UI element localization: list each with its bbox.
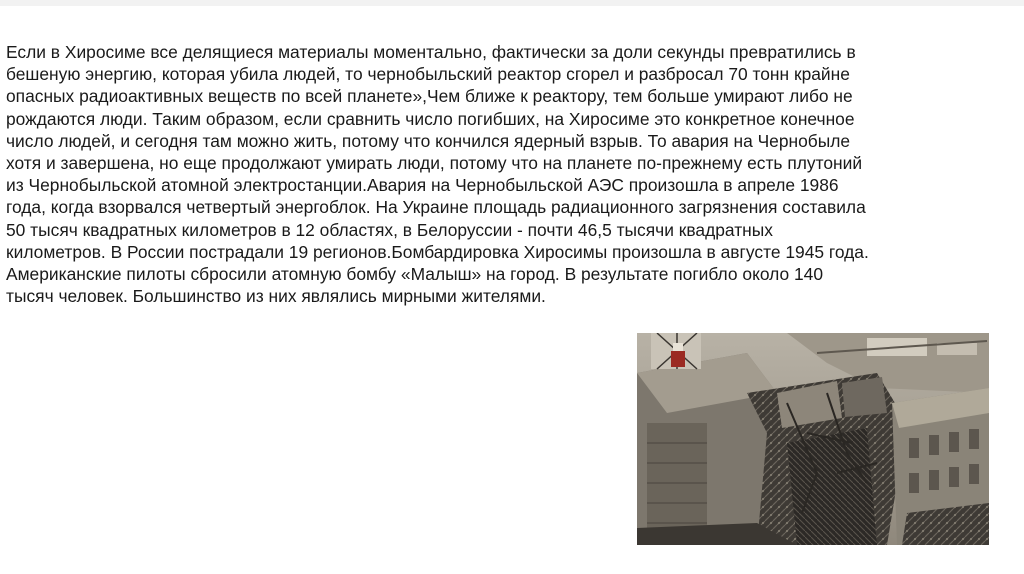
tower-icon [651, 333, 701, 369]
reactor-ruins-image [637, 333, 989, 545]
body-text: Если в Хиросиме все делящиеся материалы моментально, фактически за доли секунды превратились в бешеную энергию, которая убила людей, то чернобыльский реактор сгорел и разбросал 70 тонн крайне опасных радиоактивных веществ по всей планете»,Чем ближе к реактору, тем больше умирают либо не рождаются люди. Таким образом, если сравнить число погибших, на Хиросиме это конкретное конечное число людей, и сегодня там можно жить, потому что кончился ядерный взрыв. То авария на Чернобыле хотя и завершена, но еще продолжают умирать люди, потому что на планете по-прежнему есть плутоний из Чернобыльской атомной электростанции.Авария на Чернобыльской АЭС произошла в апреле 1986 года, когда взорвался четвертый энергоблок. На Украине площадь радиационного загрязнения составила 50 тысяч квадратных километров в 12 областях, в Белоруссии - почти 46,5 тысячи квадратных километров. В России пострадали 19 регионов.Бомбардировка Хиросимы произошла в августе 1945 года. Американские пилоты сбросили атомную бомбу «Малыш» на город. В результате погибло около 140 тысяч человек. Большинство из них являлись мирными жителями. [6, 42, 869, 307]
top-bar [0, 0, 1024, 6]
reactor-ruins-photo [637, 333, 989, 545]
